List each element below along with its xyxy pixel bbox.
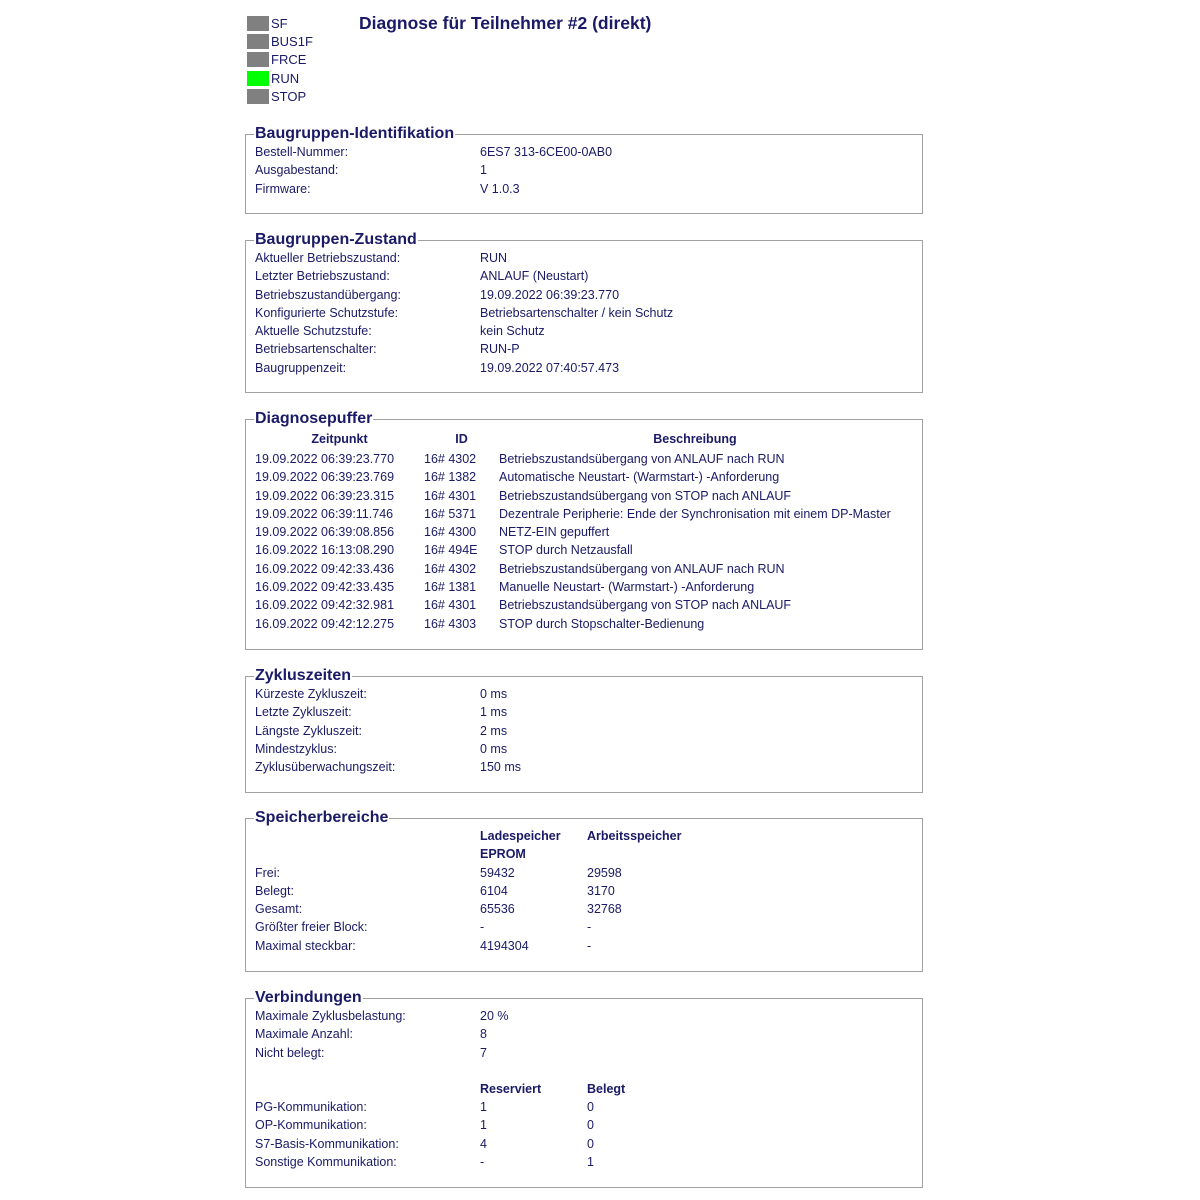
cell-arbeitsspeicher: - bbox=[587, 938, 592, 953]
speicher-section bbox=[245, 809, 923, 972]
led-label: FRCE bbox=[271, 52, 307, 68]
col-header-belegt: Belegt bbox=[587, 1081, 626, 1096]
cell-zeitpunkt: 16.09.2022 16:13:08.290 bbox=[255, 543, 395, 558]
kv-label: Aktuelle Schutzstufe: bbox=[255, 324, 372, 339]
kv-value: 19.09.2022 07:40:57.473 bbox=[480, 360, 620, 375]
kv-row bbox=[255, 286, 913, 304]
cell-id: 16# 494E bbox=[424, 543, 478, 558]
cell-reserviert: - bbox=[480, 1155, 485, 1170]
led-indicator bbox=[247, 16, 269, 31]
table-row bbox=[255, 1153, 625, 1171]
cell-label: Belegt: bbox=[255, 883, 294, 898]
kv-label: Zyklusüberwachungszeit: bbox=[255, 760, 396, 775]
cell-belegt: 0 bbox=[587, 1118, 594, 1133]
kv-label: Betriebsartenschalter: bbox=[255, 342, 377, 357]
kv-label: Betriebszustandübergang: bbox=[255, 287, 401, 302]
section-legend: Diagnosepuffer bbox=[255, 410, 373, 427]
cell-id: 16# 4303 bbox=[424, 616, 477, 631]
kv-value: 0 ms bbox=[480, 741, 508, 756]
kv-label: Maximale Anzahl: bbox=[255, 1027, 353, 1042]
kv-label: Längste Zykluszeit: bbox=[255, 723, 362, 738]
cell-arbeitsspeicher: 3170 bbox=[587, 883, 615, 898]
table-header-row bbox=[255, 827, 681, 864]
led-indicator bbox=[247, 52, 269, 67]
cell-id: 16# 4302 bbox=[424, 561, 477, 576]
col-header-reserviert: Reserviert bbox=[480, 1081, 542, 1096]
section-legend: Speicherbereiche bbox=[255, 809, 389, 826]
kv-row bbox=[255, 740, 913, 758]
kv-label: Bestell-Nummer: bbox=[255, 145, 349, 159]
kv-value: 6ES7 313-6CE00-0AB0 bbox=[480, 145, 613, 159]
cell-ladespeicher: - bbox=[480, 920, 485, 935]
kv-label: Aktueller Betriebszustand: bbox=[255, 251, 401, 265]
col-header-zeitpunkt: Zeitpunkt bbox=[311, 431, 368, 446]
table-row bbox=[255, 560, 891, 578]
col-header-ladespeicher: Ladespeicher EPROM bbox=[480, 829, 561, 862]
kv-label: Konfigurierte Schutzstufe: bbox=[255, 305, 399, 320]
table-row bbox=[255, 505, 891, 523]
kv-label: Ausgabestand: bbox=[255, 163, 339, 178]
cell-id: 16# 1382 bbox=[424, 470, 477, 485]
kv-row bbox=[255, 267, 913, 285]
kv-value: 19.09.2022 06:39:23.770 bbox=[480, 287, 620, 302]
cell-beschreibung: STOP durch Stopschalter-Bedienung bbox=[499, 616, 705, 631]
section-legend: Baugruppen-Zustand bbox=[255, 231, 417, 248]
page-title: Diagnose für Teilnehmer #2 (direkt) bbox=[359, 13, 652, 33]
kv-label: Kürzeste Zykluszeit: bbox=[255, 687, 367, 701]
kv-value: 8 bbox=[480, 1027, 487, 1042]
section-legend: Baugruppen-Identifikation bbox=[255, 125, 455, 142]
kv-row bbox=[255, 1025, 913, 1043]
kv-row bbox=[255, 722, 913, 740]
cell-label: Frei: bbox=[255, 865, 280, 880]
kv-label: Letzte Zykluszeit: bbox=[255, 705, 352, 720]
kv-row bbox=[255, 1007, 913, 1025]
cell-label: Maximal steckbar: bbox=[255, 938, 356, 953]
cell-id: 16# 4300 bbox=[424, 525, 477, 540]
cell-beschreibung: Betriebszustandsübergang von ANLAUF nach RUN bbox=[499, 452, 785, 466]
table-row bbox=[255, 468, 891, 486]
table-row bbox=[255, 1098, 625, 1116]
kommunikation-table-body bbox=[255, 1098, 625, 1171]
cell-beschreibung: Betriebszustandsübergang von ANLAUF nach RUN bbox=[499, 561, 785, 576]
cell-zeitpunkt: 16.09.2022 09:42:33.436 bbox=[255, 561, 395, 576]
cell-label: Größter freier Block: bbox=[255, 920, 368, 935]
table-row bbox=[255, 596, 891, 614]
speicher-table-body bbox=[255, 864, 681, 955]
kv-row bbox=[255, 143, 913, 161]
cell-arbeitsspeicher: 29598 bbox=[587, 865, 622, 880]
cell-id: 16# 4302 bbox=[424, 452, 477, 466]
col-header-empty bbox=[255, 827, 480, 864]
speicher-table bbox=[255, 827, 681, 955]
kv-row bbox=[255, 180, 913, 198]
table-row bbox=[255, 450, 891, 468]
led-frce bbox=[247, 51, 313, 69]
cell-belegt: 0 bbox=[587, 1136, 594, 1151]
kv-value: 7 bbox=[480, 1045, 487, 1060]
cell-reserviert: 1 bbox=[480, 1118, 487, 1133]
cell-label: S7-Basis-Kommunikation: bbox=[255, 1136, 399, 1151]
spacer bbox=[255, 1062, 913, 1080]
ident-section bbox=[245, 125, 923, 214]
kv-value: V 1.0.3 bbox=[480, 181, 520, 196]
verbindungen-section bbox=[245, 989, 923, 1188]
kv-label: Firmware: bbox=[255, 181, 311, 196]
cell-zeitpunkt: 19.09.2022 06:39:23.770 bbox=[255, 452, 395, 466]
cell-ladespeicher: 59432 bbox=[480, 865, 515, 880]
cell-arbeitsspeicher: 32768 bbox=[587, 902, 622, 917]
table-row bbox=[255, 882, 681, 900]
cell-belegt: 1 bbox=[587, 1155, 594, 1170]
kv-value: 150 ms bbox=[480, 760, 521, 775]
cell-arbeitsspeicher: - bbox=[587, 920, 592, 935]
zustand-section bbox=[245, 231, 923, 393]
kv-label: Letzter Betriebszustand: bbox=[255, 269, 390, 284]
kv-value: Betriebsartenschalter / kein Schutz bbox=[480, 305, 674, 320]
led-bus1f bbox=[247, 32, 313, 50]
cell-zeitpunkt: 16.09.2022 09:42:12.275 bbox=[255, 616, 395, 631]
led-indicator bbox=[247, 34, 269, 49]
zyklus-section bbox=[245, 667, 923, 793]
cell-beschreibung: Dezentrale Peripherie: Ende der Synchronisation mit einem DP-Master bbox=[499, 506, 891, 521]
kv-label: Baugruppenzeit: bbox=[255, 360, 347, 375]
cell-id: 16# 4301 bbox=[424, 488, 477, 503]
led-indicator bbox=[247, 89, 269, 104]
led-run bbox=[247, 69, 313, 87]
kv-value: 2 ms bbox=[480, 723, 508, 738]
table-header-row bbox=[255, 1080, 625, 1098]
diagnosepuffer-section bbox=[245, 410, 923, 650]
cell-id: 16# 1381 bbox=[424, 580, 477, 595]
kv-value: 20 % bbox=[480, 1009, 509, 1023]
kv-row bbox=[255, 685, 913, 703]
kv-value: 0 ms bbox=[480, 687, 508, 701]
cell-id: 16# 4301 bbox=[424, 598, 477, 613]
kv-label: Maximale Zyklusbelastung: bbox=[255, 1009, 406, 1023]
table-row bbox=[255, 615, 891, 633]
cell-zeitpunkt: 19.09.2022 06:39:23.315 bbox=[255, 488, 395, 503]
cell-belegt: 0 bbox=[587, 1100, 594, 1115]
table-row bbox=[255, 541, 891, 559]
kv-row bbox=[255, 758, 913, 776]
kv-label: Mindestzyklus: bbox=[255, 741, 337, 756]
cell-beschreibung: NETZ-EIN gepuffert bbox=[499, 525, 610, 540]
cell-label: OP-Kommunikation: bbox=[255, 1118, 367, 1133]
cell-id: 16# 5371 bbox=[424, 506, 477, 521]
section-legend: Zykluszeiten bbox=[255, 667, 352, 684]
table-row bbox=[255, 918, 681, 936]
kv-value: ANLAUF (Neustart) bbox=[480, 269, 589, 284]
table-row bbox=[255, 937, 681, 955]
kv-row bbox=[255, 340, 913, 358]
cell-ladespeicher: 6104 bbox=[480, 883, 508, 898]
kv-value: RUN bbox=[480, 251, 508, 265]
kv-value: kein Schutz bbox=[480, 324, 545, 339]
col-header-empty bbox=[255, 1080, 480, 1098]
kv-label: Nicht belegt: bbox=[255, 1045, 325, 1060]
kv-value: 1 bbox=[480, 163, 487, 178]
kommunikation-table bbox=[255, 1080, 625, 1171]
kv-row bbox=[255, 1044, 913, 1062]
cell-label: Gesamt: bbox=[255, 902, 303, 917]
led-sf bbox=[247, 14, 313, 32]
kv-row bbox=[255, 322, 913, 340]
cell-beschreibung: Automatische Neustart- (Warmstart-) -Anforderung bbox=[499, 470, 780, 485]
section-legend: Verbindungen bbox=[255, 989, 362, 1006]
cell-ladespeicher: 65536 bbox=[480, 902, 515, 917]
led-indicator bbox=[247, 71, 269, 86]
col-header-arbeitsspeicher: Arbeitsspeicher bbox=[587, 829, 682, 843]
cell-reserviert: 1 bbox=[480, 1100, 487, 1115]
led-stop bbox=[247, 88, 313, 106]
cell-beschreibung: Betriebszustandsübergang von STOP nach ANLAUF bbox=[499, 598, 792, 613]
kv-row bbox=[255, 359, 913, 377]
cell-zeitpunkt: 19.09.2022 06:39:08.856 bbox=[255, 525, 395, 540]
cell-ladespeicher: 4194304 bbox=[480, 938, 529, 953]
diagnose-table bbox=[255, 428, 891, 633]
cell-beschreibung: STOP durch Netzausfall bbox=[499, 543, 633, 558]
cell-zeitpunkt: 19.09.2022 06:39:23.769 bbox=[255, 470, 395, 485]
cell-label: Sonstige Kommunikation: bbox=[255, 1155, 397, 1170]
cell-zeitpunkt: 16.09.2022 09:42:32.981 bbox=[255, 598, 395, 613]
table-row bbox=[255, 523, 891, 541]
table-row bbox=[255, 1116, 625, 1134]
cell-zeitpunkt: 19.09.2022 06:39:11.746 bbox=[255, 506, 394, 521]
cell-label: PG-Kommunikation: bbox=[255, 1100, 367, 1115]
cell-zeitpunkt: 16.09.2022 09:42:33.435 bbox=[255, 580, 395, 595]
table-row bbox=[255, 1135, 625, 1153]
kv-row bbox=[255, 304, 913, 322]
kv-value: 1 ms bbox=[480, 705, 508, 720]
cell-beschreibung: Betriebszustandsübergang von STOP nach ANLAUF bbox=[499, 488, 792, 503]
led-label: STOP bbox=[271, 89, 307, 105]
kv-row bbox=[255, 703, 913, 721]
table-row bbox=[255, 578, 891, 596]
diagnose-table-body bbox=[255, 450, 891, 633]
kv-value: RUN-P bbox=[480, 342, 520, 357]
led-label: SF bbox=[271, 15, 288, 31]
kv-row bbox=[255, 161, 913, 179]
kv-row bbox=[255, 249, 913, 267]
col-header-id: ID bbox=[455, 431, 468, 446]
led-label: RUN bbox=[271, 70, 300, 86]
cell-beschreibung: Manuelle Neustart- (Warmstart-) -Anforderung bbox=[499, 580, 755, 595]
table-row bbox=[255, 900, 681, 918]
table-row bbox=[255, 487, 891, 505]
col-header-beschreibung: Beschreibung bbox=[653, 431, 737, 446]
led-label: BUS1F bbox=[271, 34, 313, 50]
table-row bbox=[255, 864, 681, 882]
led-panel bbox=[247, 14, 313, 106]
table-header-row bbox=[255, 428, 891, 450]
cell-reserviert: 4 bbox=[480, 1136, 487, 1151]
